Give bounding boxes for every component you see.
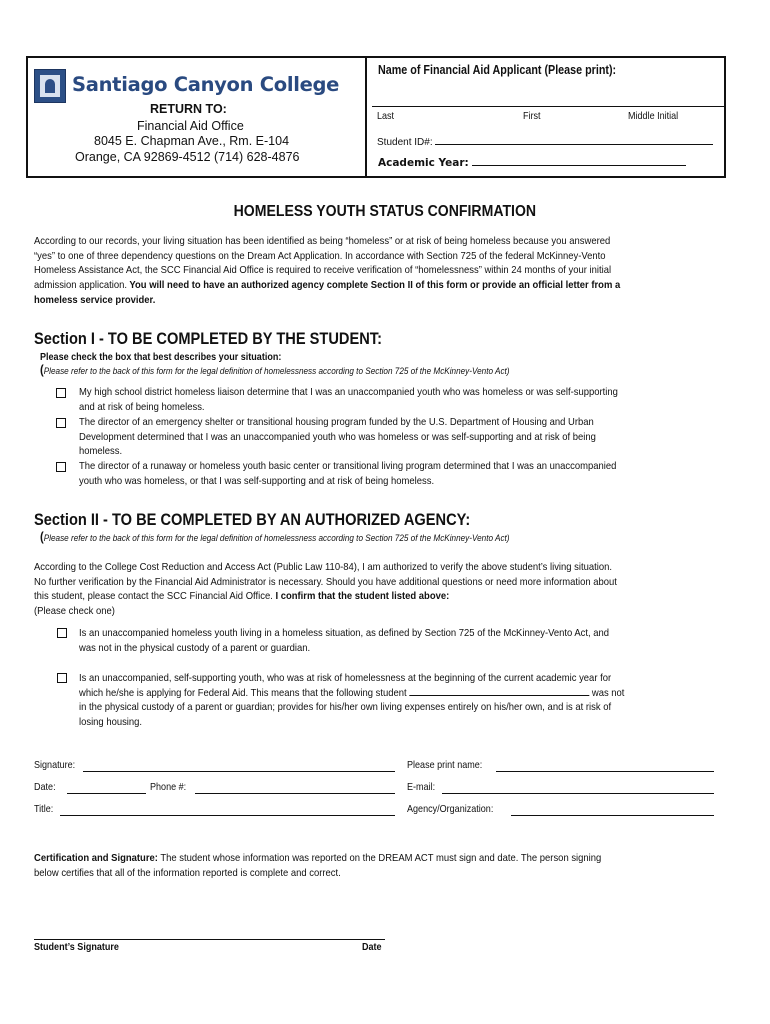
email-field[interactable] (442, 793, 714, 794)
section-2-option-2: Is an unaccompanied, self-supporting youth, who was at risk of homelessness at the beginning of the current academic year for which he/she is applying for Federal Aid. This means that the following student was not in the physical custody of a parent or guardian; provides for his/her own living expenses entirely on his/her own, and is at risk of losing housing. (79, 672, 625, 729)
agency-label: Agency/Organization: (407, 803, 494, 815)
title-field[interactable] (60, 815, 395, 816)
student-id-field[interactable] (435, 144, 713, 145)
signature-date-label: Date (362, 941, 382, 953)
print-name-field[interactable] (496, 771, 714, 772)
certification-line-1: Certification and Signature: The student whose information was reported on the DREAM ACT must sign and date. The person signing (34, 852, 602, 864)
section-2-heading: Section II - TO BE COMPLETED BY AN AUTHORIZED AGENCY: (34, 510, 471, 529)
section-2-body-line-3: this student, please contact the SCC Financial Aid Office. I confirm that the student listed above: (34, 590, 450, 603)
middle-initial-label: Middle Initial (628, 110, 679, 122)
phone-label: Phone #: (150, 781, 187, 793)
section-1-heading: Section I - TO BE COMPLETED BY THE STUDENT: (34, 329, 382, 348)
signature-field[interactable] (83, 771, 395, 772)
intro-paragraph (34, 234, 729, 308)
return-to-heading: RETURN TO: (150, 102, 227, 116)
section-2-option-2-checkbox[interactable] (57, 673, 67, 683)
academic-year-row (378, 157, 686, 169)
section-1-option-2-checkbox[interactable] (56, 418, 66, 428)
header-divider (365, 56, 367, 178)
date-label: Date: (34, 781, 56, 793)
first-name-label: First (523, 110, 541, 122)
section-2-body-line-1: According to the College Cost Reduction and Access Act (Public Law 110-84), I am authorized to verify the above student’s living situation. (34, 561, 612, 573)
certification-paragraph (34, 851, 729, 880)
academic-year-label: Academic Year: (378, 157, 469, 169)
title-label: Title: (34, 803, 54, 815)
applicant-name-field[interactable] (372, 106, 726, 107)
address-line-3: Orange, CA 92869-4512 (714) 628-4876 (75, 150, 300, 164)
intro-line-1: According to our records, your living situation has been identified as being “homeless” or at risk of being homeless because you answered (34, 235, 611, 247)
address-line-1: Financial Aid Office (137, 119, 244, 133)
intro-line-4: admission application. You will need to have an authorized agency complete Section II of this form or provide an official letter from a (34, 279, 621, 292)
section-1-option-1-checkbox[interactable] (56, 388, 66, 398)
section-1-instruction: Please check the box that best describes your situation: (40, 351, 282, 363)
section-2-check-one: (Please check one) (34, 605, 115, 618)
last-name-label: Last (377, 110, 395, 122)
intro-line-3: Homeless Assistance Act, the SCC Financial Aid Office is required to receive verification of “homelessness” within 24 months of your initial (34, 264, 612, 277)
applicant-name-label: Name of Financial Aid Applicant (Please print): (378, 63, 617, 77)
signature-label: Signature: (34, 759, 76, 771)
college-logo-text: Santiago Canyon College (72, 73, 340, 96)
certification-line-2: below certifies that all of the information reported is complete and correct. (34, 866, 341, 879)
student-signature-field[interactable] (34, 939, 385, 940)
address-line-2: 8045 E. Chapman Ave., Rm. E-104 (94, 134, 290, 148)
student-signature-label: Student’s Signature (34, 941, 119, 953)
section-2-option-1: Is an unaccompanied homeless youth living in a homeless situation, as defined by Section 725 of the McKinney-Vento Act, and was not in the physical custody of a parent or guardian. (79, 627, 610, 654)
agency-field[interactable] (511, 815, 714, 816)
document-title: HOMELESS YOUTH STATUS CONFIRMATION (233, 203, 537, 220)
student-id-label: Student ID#: (377, 137, 433, 148)
intro-line-5: homeless service provider. (34, 293, 156, 306)
student-name-blank[interactable] (409, 695, 589, 696)
intro-line-2: “yes” to one of three dependency questions on the Dream Act Application. In accordance with Section 725 of the federal McKinney-Vento (34, 249, 606, 262)
section-1-ref-note: (Please refer to the back of this form for the legal definition of homelessness according to Section 725 of the McKinney-Vento Act) (40, 362, 510, 377)
section-1-option-3: The director of a runaway or homeless youth basic center or transitional living program determined that I was an unaccompanied youth who was homeless, or that I was self-supporting and at risk of being homeless. (79, 460, 617, 487)
section-2-body-line-2: No further verification by the Financial Aid Administrator is necessary. Should you have additional questions or need more information about (34, 575, 617, 588)
print-name-label: Please print name: (407, 759, 483, 771)
section-1-option-1: My high school district homeless liaison determine that I was an unaccompanied youth who was homeless or was self-supporting and at risk of being homeless. (79, 386, 618, 413)
college-logo-icon (34, 69, 66, 103)
phone-field[interactable] (195, 793, 395, 794)
email-label: E-mail: (407, 781, 436, 793)
section-2-body (34, 560, 729, 619)
student-id-row (377, 137, 713, 148)
section-2-option-1-checkbox[interactable] (57, 628, 67, 638)
section-1-option-2: The director of an emergency shelter or transitional housing program funded by the U.S. Department of Housing and Urban Development determined that I was an unaccompanied youth who was homeless or was self-supporting and at risk of being homeless. (79, 416, 596, 458)
section-1-option-3-checkbox[interactable] (56, 462, 66, 472)
academic-year-field[interactable] (472, 165, 686, 166)
section-2-ref-note: (Please refer to the back of this form for the legal definition of homelessness according to Section 725 of the McKinney-Vento Act) (40, 529, 510, 544)
date-field[interactable] (67, 793, 146, 794)
